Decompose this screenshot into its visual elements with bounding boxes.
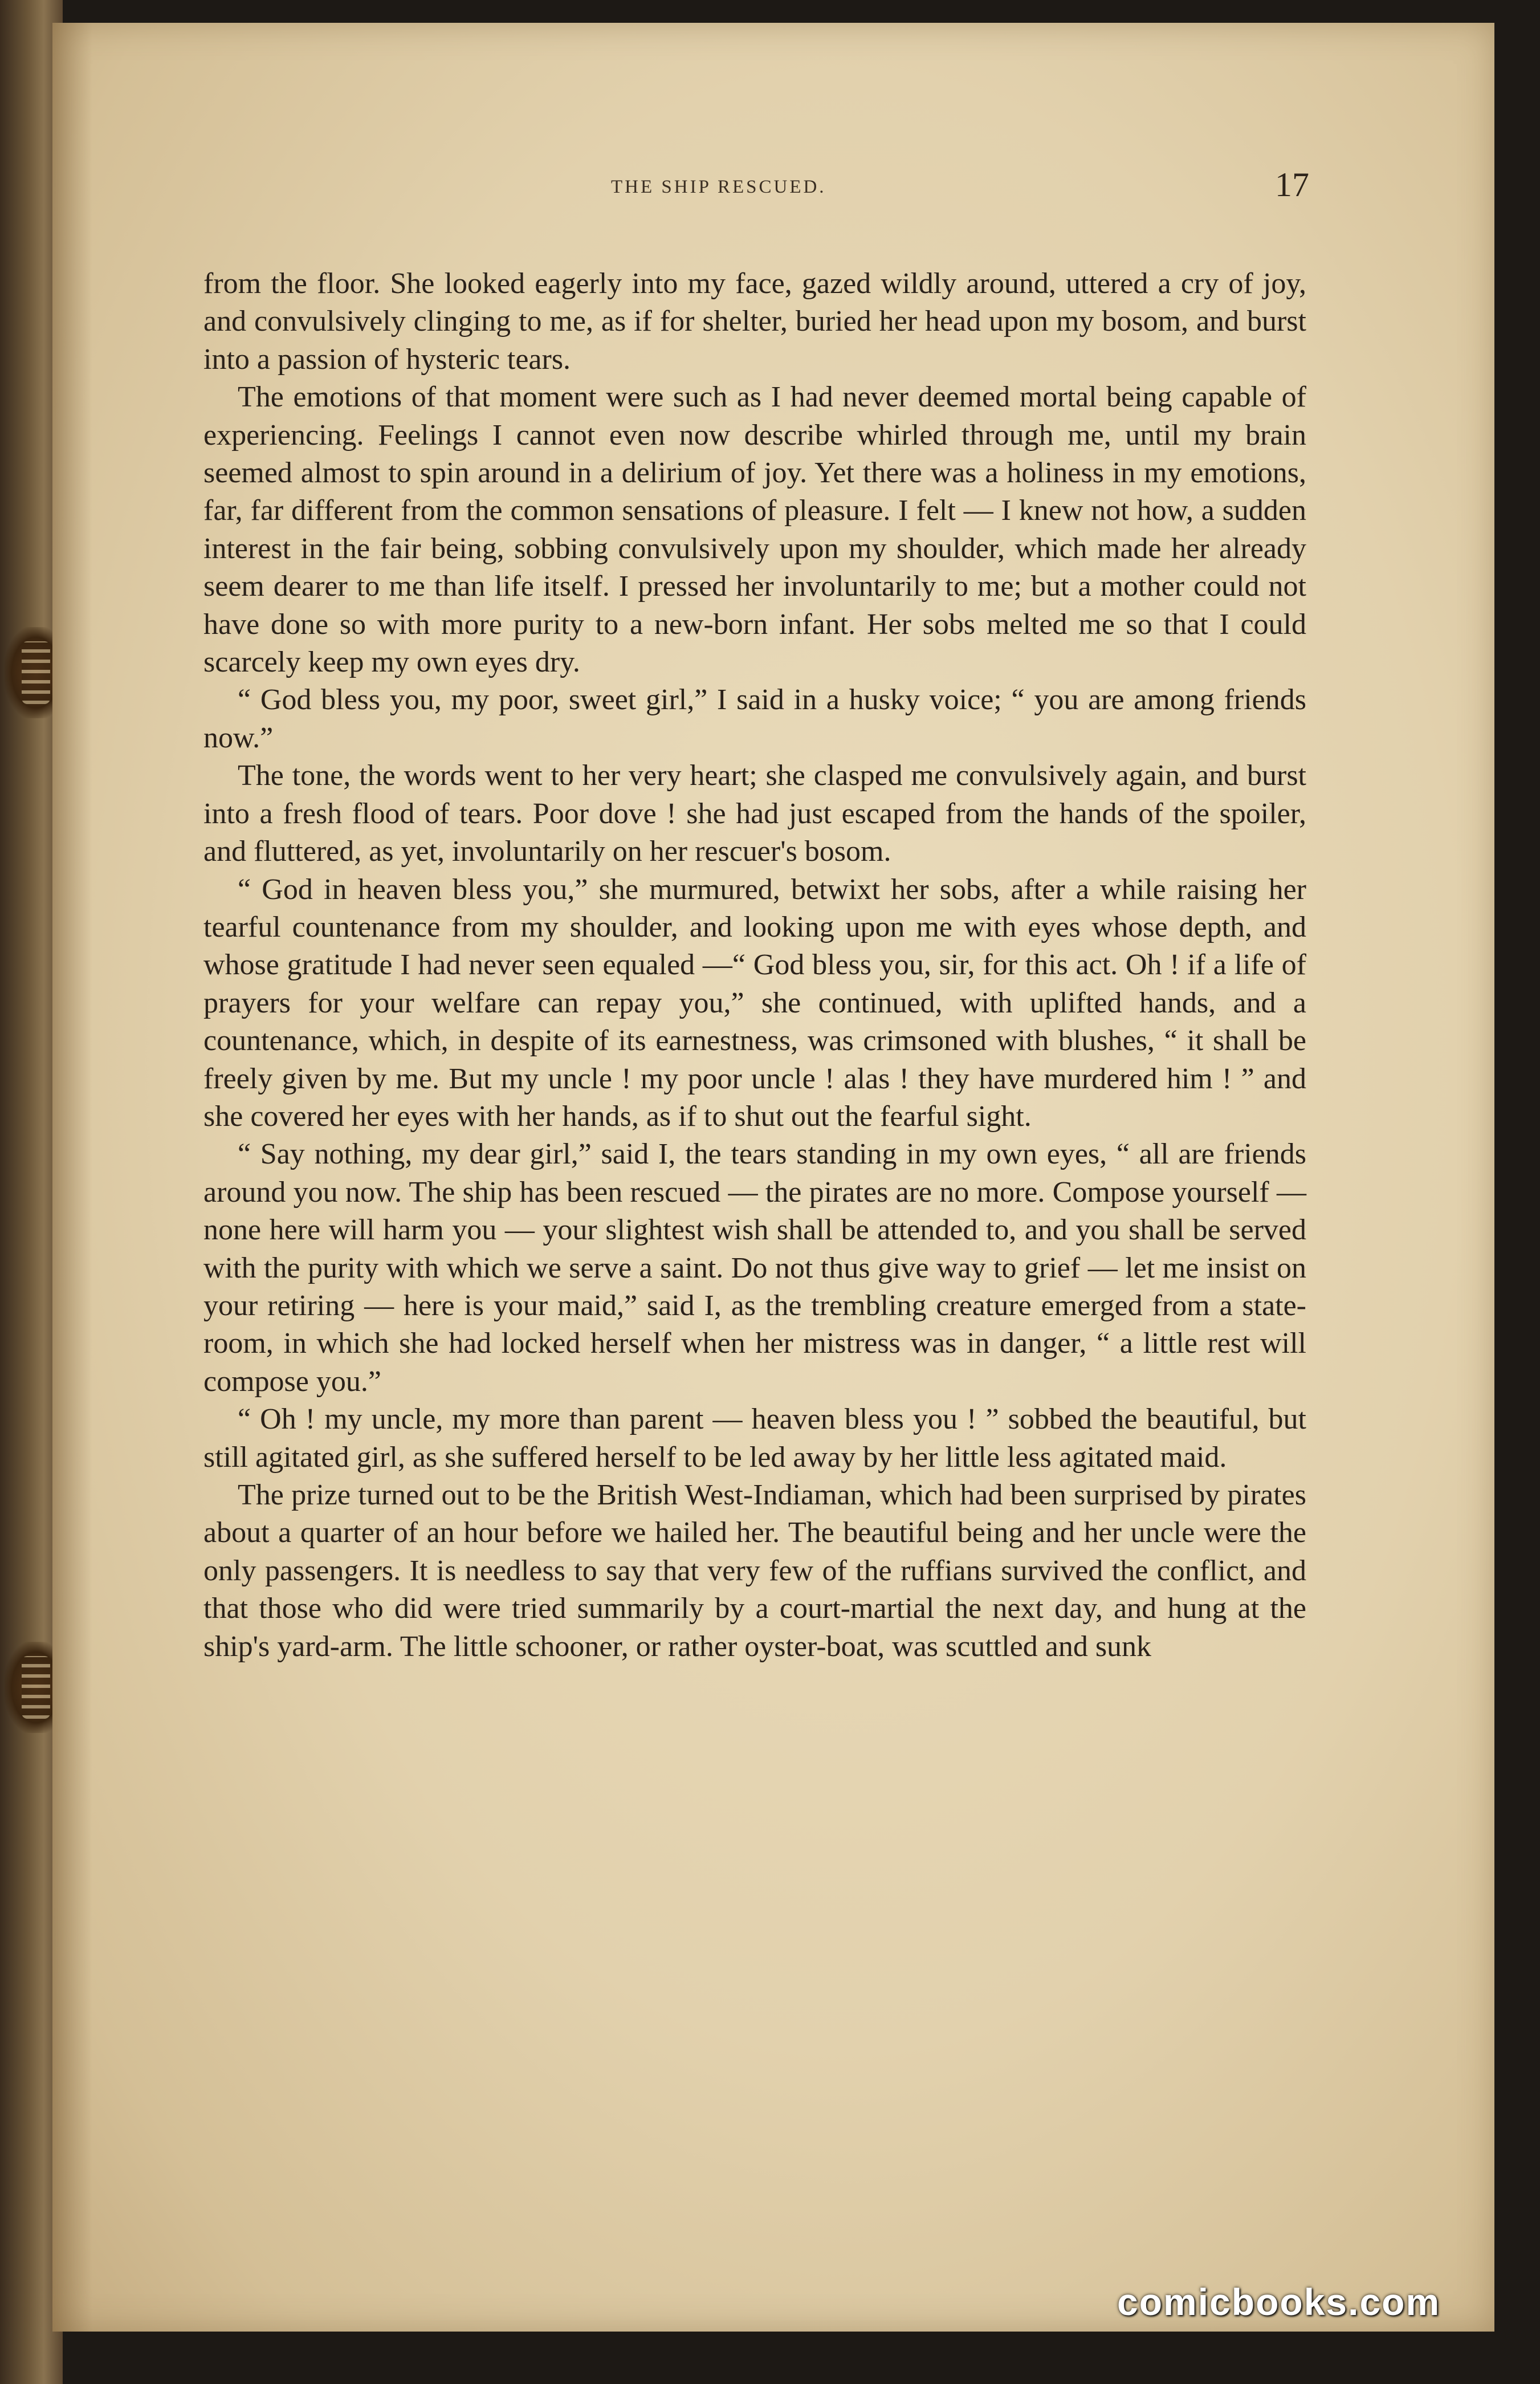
paragraph: The prize turned out to be the British West-Indiaman, which had been surprised by pirates about a quarter of an hour before we hailed her. The beautiful being and her uncle were the only passengers. It is needless to say that very few of the ruffians survived the conflict, and that those who did were tried summarily by a court-martial the next day, and hung at the ship's yard-arm. The little schooner, or rather oyster-boat, was scuttled and sunk: [203, 1479, 1306, 1663]
paragraph: “ Oh ! my uncle, my more than parent — heaven bless you ! ” sobbed the beautiful, but still agitated girl, as she suffered herself to be led away by her little less agitated maid.: [203, 1403, 1306, 1474]
paragraph: The tone, the words went to her very heart; she clasped me convulsively again, and burst into a fresh flood of tears. Poor dove ! she had just escaped from the hands of the spoiler, and fluttered, as yet, involuntarily on her rescuer's bosom.: [203, 759, 1306, 868]
running-head: THE SHIP RESCUED.: [611, 177, 826, 197]
page-number: 17: [1275, 166, 1309, 204]
paragraph: from the floor. She looked eagerly into my face, gazed wildly around, uttered a cry of joy, and convulsively clinging to me, as if for shelter, buried her head upon my bosom, and burst into a passion of hysteric tears.: [203, 267, 1306, 376]
paragraph: The emotions of that moment were such as I had never deemed mortal being capable of experiencing. Feelings I cannot even now describe whirled through me, until my brain seemed almost to spin around in a delirium of joy. Yet there was a holiness in my emotions, far, far different from the common sensations of pleasure. I felt — I knew not how, a sudden interest in the fair being, sobbing convulsively upon my shoulder, which made her already seem dearer to me than life itself. I pressed her involuntarily to me; but a mother could not have done so with more purity to a new-born infant. Her sobs melted me so that I could scarcely keep my own eyes dry.: [203, 381, 1306, 679]
paragraph: “ God bless you, my poor, sweet girl,” I said in a husky voice; “ you are among friends now.”: [203, 684, 1306, 754]
paragraph: “ God in heaven bless you,” she murmured, betwixt her sobs, after a while raising her tearful countenance from my shoulder, and looking upon me with eyes whose depth, and whose gratitude I had never seen equaled —“ God bless you, sir, for this act. Oh ! if a life of prayers for your welfare can repay you,” she continued, with uplifted hands, and a countenance, which, in despite of its earnestness, was crimsoned with blushes, “ it shall be freely given by me. But my uncle ! my poor uncle ! alas ! they have murdered him ! ” and she covered her eyes with her hands, as if to shut out the fearful sight.: [203, 873, 1306, 1133]
paragraph: “ Say nothing, my dear girl,” said I, the tears standing in my own eyes, “ all are friends around you now. The ship has been rescued — the pirates are no more. Compose yourself — none here will harm you — your slightest wish shall be attended to, and you shall be served with the purity with which we serve a saint. Do not thus give way to grief — let me insist on your retiring — here is your maid,” said I, as the trembling creature emerged from a state-room, in which she had locked herself when her mistress was in danger, “ a little rest will compose you.”: [203, 1138, 1306, 1398]
body-text: [203, 265, 1306, 1666]
book-page: [52, 23, 1494, 2332]
stitch-dots: [22, 1656, 50, 1719]
stitch-dots: [22, 641, 50, 704]
watermark: comicbooks.com: [1117, 2281, 1441, 2323]
page-header: [52, 165, 1494, 211]
